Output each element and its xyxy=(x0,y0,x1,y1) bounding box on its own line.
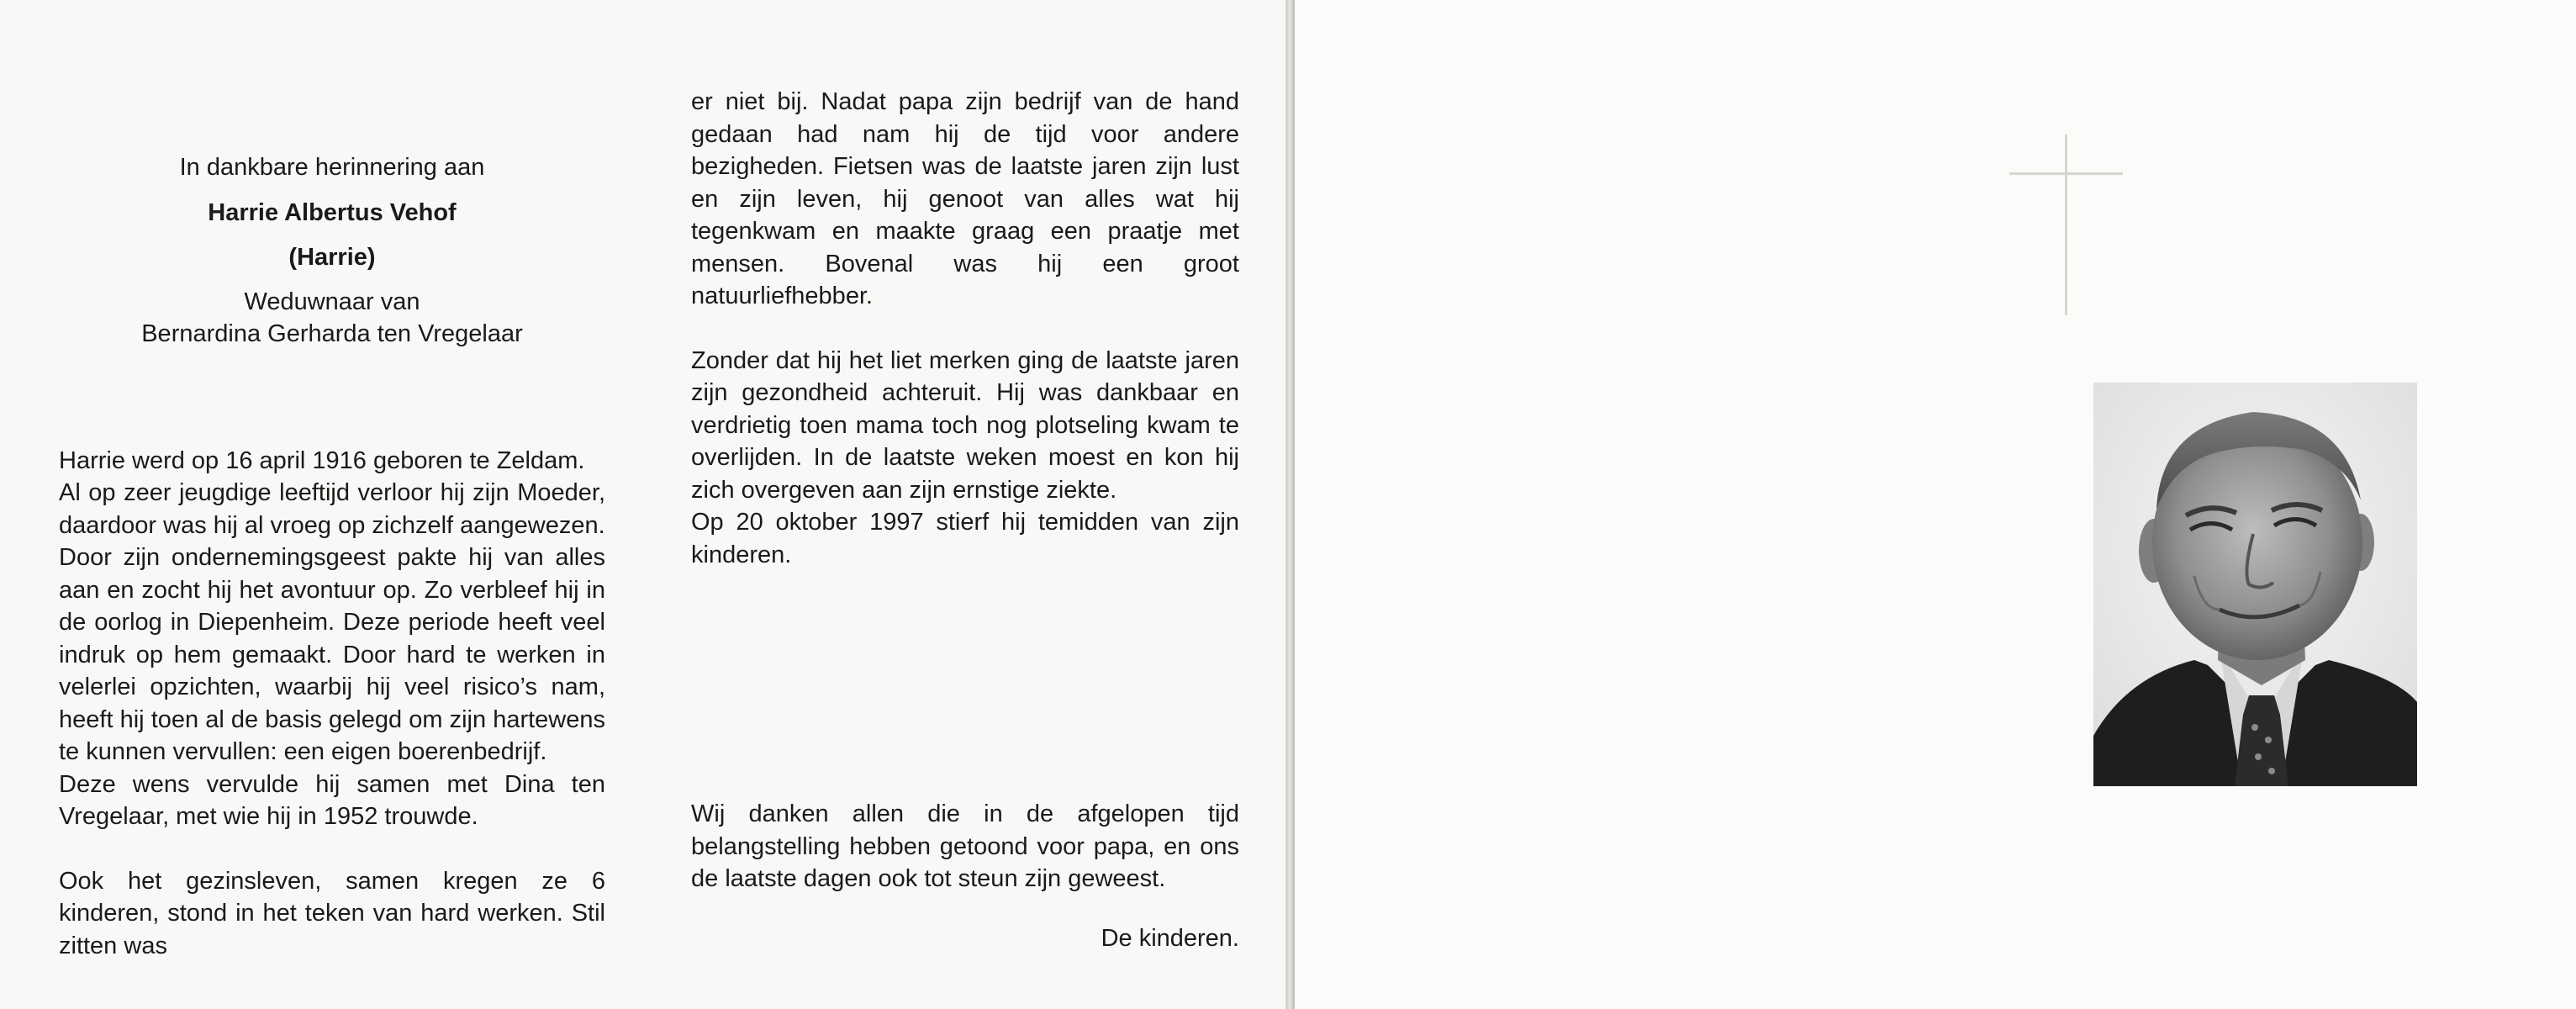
portrait-photo-drawing xyxy=(2093,383,2417,786)
bio-line: Zonder dat hij het liet merken ging de laatste jaren zijn gezondheid achteruit. Hij was dankbaar en verdrietig toen mama toch nog plotseling kwam te overlijden. In de laatste weken moest en kon hij zich overgeven aan zijn ernstige ziekte. xyxy=(691,346,1239,504)
bio-line: Deze wens vervulde hij samen met Dina ten Vregelaar, met wie hij in 1952 trouwde. xyxy=(59,770,605,830)
spacer xyxy=(691,571,1239,798)
deceased-nickname: (Harrie) xyxy=(288,244,376,271)
bio-line: Door zijn ondernemingsgeest pakte hij van alles aan en zocht hij het avontuur op. Zo verbleef hij in de oorlog in Diepenheim. Deze periode heeft veel indruk op hem gemaakt. Door hard te werken in velerlei opzichten, waarbij hij veel risico’s nam, heeft hij toen al de basis gelegd om zijn hartewens te kunnen vervullen: een eigen boerenbedrijf. xyxy=(59,544,605,765)
bio-line: Op 20 oktober 1997 stierf hij temidden van zijn kinderen. xyxy=(691,509,1239,568)
thanks-paragraph: Wij danken allen die in de afgelopen tijd belangstelling hebben getoond voor papa, en ons de laatste dagen ook tot steun zijn geweest. xyxy=(691,800,1239,892)
deceased-name: Harrie Albertus Vehof xyxy=(208,198,457,226)
widower-label: Weduwnaar van xyxy=(244,288,420,315)
portrait-photo xyxy=(2093,383,2417,786)
bio-paragraph-1 xyxy=(59,445,605,833)
right-column xyxy=(691,86,1239,954)
signoff: De kinderen. xyxy=(1101,924,1239,952)
cross-horizontal-bar xyxy=(2009,172,2123,175)
card-inside-left-page xyxy=(0,0,1286,1009)
bio-line: er niet bij. Nadat papa zijn bedrijf van de hand gedaan had nam hij de tijd voor andere bezigheden. Fietsen was de laatste jaren zijn lust en zijn leven, hij genoot van alles wat hij tegenkwam en maakte graag een praatje met mensen. Bovenal was hij een groot natuurliefhebber. xyxy=(691,88,1239,309)
card-fold xyxy=(1286,0,1295,1009)
spouse-name: Bernardina Gerharda ten Vregelaar xyxy=(141,320,523,347)
bio-paragraph-3 xyxy=(691,86,1239,313)
bio-paragraph-4 xyxy=(691,345,1239,572)
left-column xyxy=(59,151,605,962)
bio-line: Ook het gezinsleven, samen kregen ze 6 kinderen, stond in het teken van hard werken. Stil zitten was xyxy=(59,867,605,959)
bio-paragraph-2 xyxy=(59,865,605,963)
bio-line: Al op zeer jeugdige leeftijd verloor hij zijn Moeder, daardoor was hij al vroeg op zichzelf aangewezen. xyxy=(59,479,605,539)
cross-vertical-bar xyxy=(2065,135,2067,315)
heading-intro: In dankbare herinnering aan xyxy=(179,154,485,181)
bio-line: Harrie werd op 16 april 1916 geboren te Zeldam. xyxy=(59,446,585,474)
cross-icon xyxy=(2009,135,2123,315)
